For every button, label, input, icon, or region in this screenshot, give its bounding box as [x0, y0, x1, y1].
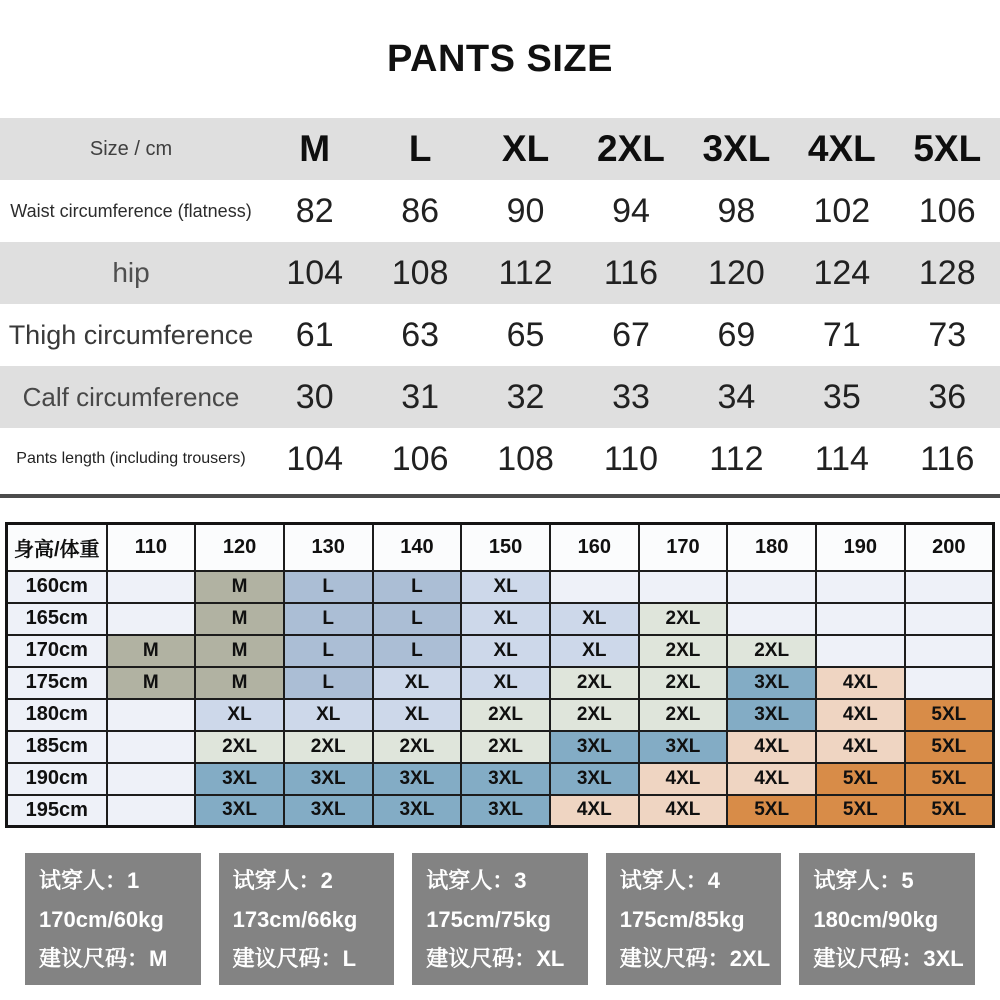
measurement-value: 36 — [895, 366, 1000, 428]
size-cell: 2XL — [639, 667, 728, 699]
weight-column-header: 120 — [195, 524, 284, 571]
size-cell: 3XL — [550, 731, 639, 763]
size-cell: L — [284, 571, 373, 603]
measurement-value: 32 — [473, 366, 578, 428]
size-cell: 2XL — [639, 603, 728, 635]
fit-recommended-size: 建议尺码：M — [39, 946, 168, 971]
measurement-value: 33 — [578, 366, 683, 428]
height-row-label: 185cm — [7, 731, 107, 763]
size-cell: L — [373, 603, 462, 635]
measurement-value: 65 — [473, 304, 578, 366]
size-cell: 2XL — [639, 635, 728, 667]
size-column-header: L — [367, 118, 472, 180]
size-cell: 3XL — [550, 763, 639, 795]
fit-recommended-size: 建议尺码：XL — [426, 946, 565, 971]
size-cell: 5XL — [905, 731, 994, 763]
size-cell: 4XL — [816, 667, 905, 699]
size-cell: 3XL — [195, 795, 284, 827]
size-cell: 3XL — [284, 763, 373, 795]
size-cell: XL — [373, 667, 462, 699]
measurement-value: 106 — [367, 428, 472, 490]
measurement-value: 90 — [473, 180, 578, 242]
section-divider — [0, 494, 1000, 498]
size-cell: 2XL — [550, 699, 639, 731]
size-column-header: 5XL — [895, 118, 1000, 180]
empty-cell — [107, 699, 196, 731]
empty-cell — [107, 603, 196, 635]
size-table — [0, 118, 1000, 490]
empty-cell — [816, 603, 905, 635]
size-cell: XL — [461, 603, 550, 635]
size-column-header: 4XL — [789, 118, 894, 180]
size-cell: XL — [550, 635, 639, 667]
size-cell: XL — [461, 635, 550, 667]
fit-card — [412, 853, 588, 985]
fit-person-label: 试穿人：5 — [813, 868, 914, 893]
size-cell: L — [373, 571, 462, 603]
size-cell: 4XL — [816, 731, 905, 763]
height-row-label: 175cm — [7, 667, 107, 699]
matrix-corner-label: 身高/体重 — [7, 524, 107, 571]
size-cell: XL — [284, 699, 373, 731]
measurement-value: 67 — [578, 304, 683, 366]
size-cell: 2XL — [639, 699, 728, 731]
size-cell: M — [195, 603, 284, 635]
size-table-row — [0, 428, 1000, 490]
fit-body-stats: 175cm/85kg — [619, 907, 745, 932]
measurement-value: 82 — [262, 180, 367, 242]
empty-cell — [639, 571, 728, 603]
weight-column-header: 170 — [639, 524, 728, 571]
weight-column-header: 200 — [905, 524, 994, 571]
measurement-value: 102 — [789, 180, 894, 242]
measurement-value: 69 — [684, 304, 789, 366]
weight-column-header: 130 — [284, 524, 373, 571]
size-cell: M — [195, 667, 284, 699]
size-cell: XL — [461, 571, 550, 603]
measurement-label: hip — [0, 242, 262, 304]
fit-cards — [25, 853, 975, 985]
size-cell: 2XL — [284, 731, 373, 763]
matrix-row — [7, 763, 994, 795]
empty-cell — [107, 763, 196, 795]
fit-body-stats: 173cm/66kg — [232, 907, 358, 932]
measurement-value: 104 — [262, 428, 367, 490]
size-cell: L — [373, 635, 462, 667]
empty-cell — [107, 571, 196, 603]
measurement-value: 114 — [789, 428, 894, 490]
measurement-value: 128 — [895, 242, 1000, 304]
fit-person-label: 试穿人：4 — [619, 868, 721, 893]
matrix-table-body — [7, 524, 994, 827]
measurement-value: 94 — [578, 180, 683, 242]
fit-person-label: 试穿人：1 — [39, 868, 140, 893]
weight-column-header: 140 — [373, 524, 462, 571]
height-row-label: 160cm — [7, 571, 107, 603]
fit-body-stats: 170cm/60kg — [39, 907, 164, 932]
measurement-label: Waist circumference (flatness) — [0, 180, 262, 242]
measurement-value: 120 — [684, 242, 789, 304]
fit-recommended-size: 建议尺码：3XL — [813, 946, 964, 971]
measurement-value: 34 — [684, 366, 789, 428]
measurement-value: 35 — [789, 366, 894, 428]
fit-card — [606, 853, 782, 985]
measurement-label: Thigh circumference — [0, 304, 262, 366]
size-cell: XL — [373, 699, 462, 731]
matrix-row — [7, 731, 994, 763]
size-table-row — [0, 180, 1000, 242]
measurement-label: Calf circumference — [0, 366, 262, 428]
measurement-value: 61 — [262, 304, 367, 366]
empty-cell — [816, 635, 905, 667]
size-table-header-row — [0, 118, 1000, 180]
measurement-label: Pants length (including trousers) — [0, 428, 262, 490]
measurement-value: 112 — [684, 428, 789, 490]
size-cell: 5XL — [816, 763, 905, 795]
empty-cell — [550, 571, 639, 603]
measurement-value: 63 — [367, 304, 472, 366]
fit-card — [25, 853, 201, 985]
matrix-header-row — [7, 524, 994, 571]
empty-cell — [107, 731, 196, 763]
size-cell: XL — [195, 699, 284, 731]
size-cell: 3XL — [461, 763, 550, 795]
measurement-value: 73 — [895, 304, 1000, 366]
size-cell: 2XL — [550, 667, 639, 699]
height-row-label: 190cm — [7, 763, 107, 795]
size-cell: 3XL — [639, 731, 728, 763]
matrix-row — [7, 603, 994, 635]
height-row-label: 165cm — [7, 603, 107, 635]
weight-column-header: 150 — [461, 524, 550, 571]
empty-cell — [905, 635, 994, 667]
empty-cell — [905, 603, 994, 635]
size-column-header: 3XL — [684, 118, 789, 180]
size-column-header: M — [262, 118, 367, 180]
size-cell: M — [195, 571, 284, 603]
height-row-label: 195cm — [7, 795, 107, 827]
matrix-row — [7, 795, 994, 827]
fit-recommended-size: 建议尺码：2XL — [619, 946, 771, 971]
measurement-value: 71 — [789, 304, 894, 366]
weight-column-header: 180 — [727, 524, 816, 571]
measurement-value: 124 — [789, 242, 894, 304]
size-cell: 4XL — [639, 763, 728, 795]
size-cell: 2XL — [727, 635, 816, 667]
size-cell: 2XL — [461, 731, 550, 763]
matrix-row — [7, 635, 994, 667]
size-cell: 3XL — [727, 667, 816, 699]
size-cell: XL — [550, 603, 639, 635]
size-column-header: 2XL — [578, 118, 683, 180]
weight-column-header: 160 — [550, 524, 639, 571]
size-cell: 5XL — [905, 763, 994, 795]
fit-person-label: 试穿人：3 — [426, 868, 527, 893]
size-cell: 4XL — [727, 763, 816, 795]
measurement-value: 31 — [367, 366, 472, 428]
measurement-value: 86 — [367, 180, 472, 242]
size-cell: 2XL — [195, 731, 284, 763]
measurement-value: 98 — [684, 180, 789, 242]
size-table-row — [0, 366, 1000, 428]
measurement-value: 116 — [578, 242, 683, 304]
measurement-value: 112 — [473, 242, 578, 304]
fit-body-stats: 180cm/90kg — [813, 907, 939, 932]
size-cell: L — [284, 667, 373, 699]
size-cell: 4XL — [727, 731, 816, 763]
size-cell: 4XL — [550, 795, 639, 827]
size-table-row — [0, 242, 1000, 304]
size-cell: 5XL — [816, 795, 905, 827]
size-cell: 3XL — [461, 795, 550, 827]
size-cell: L — [284, 635, 373, 667]
fit-body-stats: 175cm/75kg — [426, 907, 551, 932]
size-cell: 5XL — [905, 795, 994, 827]
fit-recommended-size: 建议尺码：L — [232, 946, 357, 971]
size-cell: 4XL — [639, 795, 728, 827]
measurement-value: 104 — [262, 242, 367, 304]
size-cell: XL — [461, 667, 550, 699]
fit-person-label: 试穿人：2 — [232, 868, 333, 893]
height-row-label: 180cm — [7, 699, 107, 731]
size-cell: M — [107, 667, 196, 699]
size-cell: M — [107, 635, 196, 667]
size-column-header: XL — [473, 118, 578, 180]
size-cell: 2XL — [373, 731, 462, 763]
size-cell: 3XL — [373, 795, 462, 827]
matrix-row — [7, 571, 994, 603]
height-weight-matrix-table — [5, 522, 995, 828]
measurement-value: 30 — [262, 366, 367, 428]
empty-cell — [816, 571, 905, 603]
empty-cell — [905, 571, 994, 603]
size-cell: L — [284, 603, 373, 635]
size-unit-label: Size / cm — [0, 118, 262, 180]
size-cell: 3XL — [373, 763, 462, 795]
weight-column-header: 190 — [816, 524, 905, 571]
measurement-value: 108 — [473, 428, 578, 490]
size-cell: 3XL — [284, 795, 373, 827]
empty-cell — [727, 603, 816, 635]
empty-cell — [727, 571, 816, 603]
fit-card — [799, 853, 975, 985]
fit-card — [219, 853, 395, 985]
measurement-value: 106 — [895, 180, 1000, 242]
size-cell: 2XL — [461, 699, 550, 731]
matrix-row — [7, 699, 994, 731]
size-cell: 5XL — [727, 795, 816, 827]
size-cell: 3XL — [195, 763, 284, 795]
measurement-value: 116 — [895, 428, 1000, 490]
measurement-value: 108 — [367, 242, 472, 304]
size-table-row — [0, 304, 1000, 366]
size-table-body — [0, 118, 1000, 490]
page-title: PANTS SIZE — [387, 38, 613, 80]
height-row-label: 170cm — [7, 635, 107, 667]
measurement-value: 110 — [578, 428, 683, 490]
matrix-row — [7, 667, 994, 699]
empty-cell — [905, 667, 994, 699]
size-cell: M — [195, 635, 284, 667]
size-cell: 3XL — [727, 699, 816, 731]
size-cell: 5XL — [905, 699, 994, 731]
size-cell: 4XL — [816, 699, 905, 731]
empty-cell — [107, 795, 196, 827]
weight-column-header: 110 — [107, 524, 196, 571]
